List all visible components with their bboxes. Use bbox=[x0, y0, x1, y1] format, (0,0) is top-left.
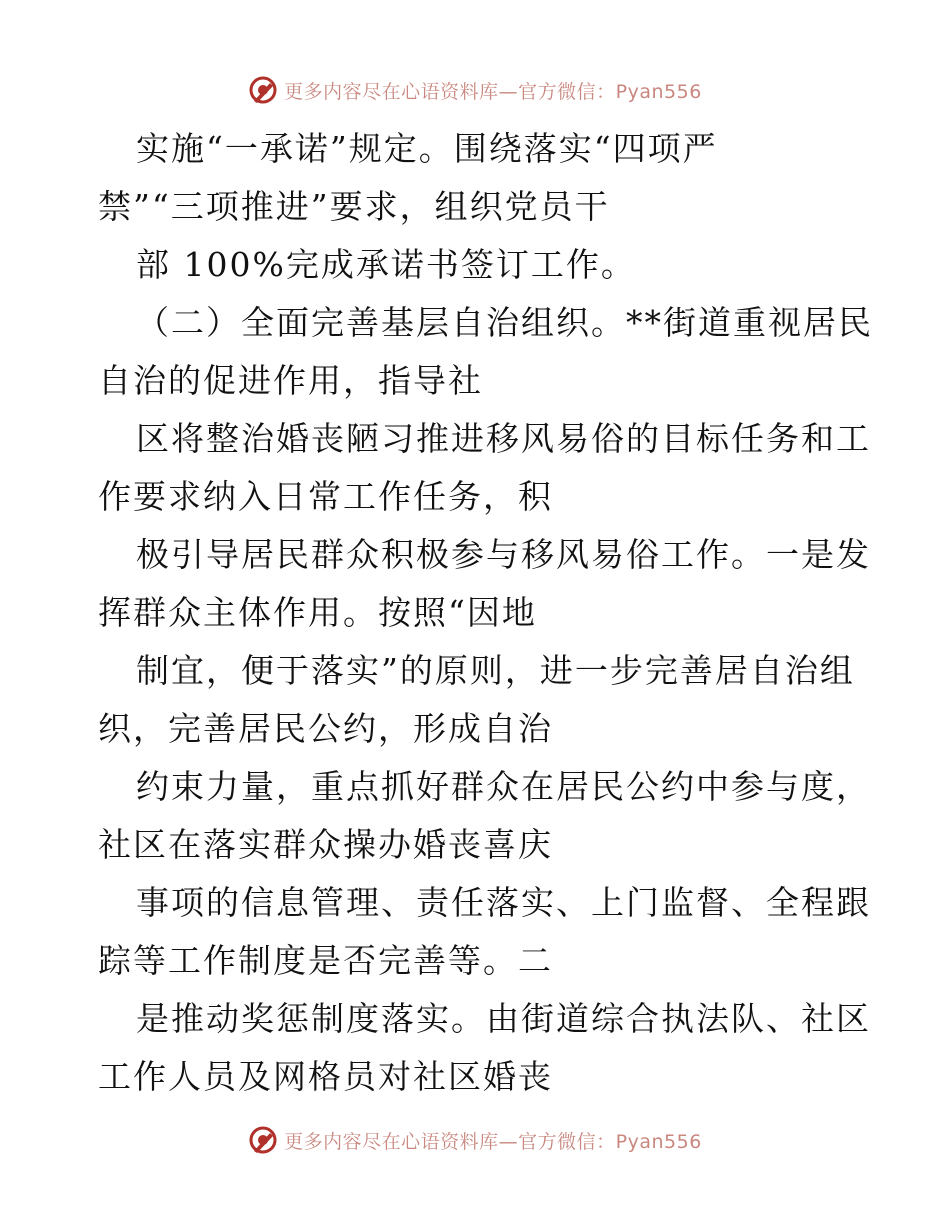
text-line: 社区在落实群众操办婚丧喜庆 bbox=[98, 825, 553, 864]
text-line: （二）全面完善基层自治组织。**街道重视居民 bbox=[136, 303, 873, 342]
document-body bbox=[98, 120, 873, 1106]
text-line: 是推动奖惩制度落实。由街道综合执法队、社区 bbox=[136, 999, 871, 1038]
text-line: 部 100%完成承诺书签订工作。 bbox=[136, 245, 636, 284]
text-line: 织，完善居民公约，形成自治 bbox=[98, 709, 553, 748]
pen-logo-icon bbox=[248, 75, 278, 105]
text-line: 事项的信息管理、责任落实、上门监督、全程跟 bbox=[136, 883, 871, 922]
text-line: 制宜，便于落实”的原则，进一步完善居自治组 bbox=[136, 651, 855, 690]
text-line: 踪等工作制度是否完善等。二 bbox=[98, 941, 553, 980]
header-watermark bbox=[0, 70, 950, 110]
text-line: 作要求纳入日常工作任务，积 bbox=[98, 477, 553, 516]
text-line: 约束力量，重点抓好群众在居民公约中参与度， bbox=[136, 767, 871, 806]
text-line: 禁”“三项推进”要求，组织党员干 bbox=[98, 187, 610, 226]
header-watermark-text: 更多内容尽在心语资料库—官方微信：Pyan556 bbox=[284, 80, 702, 103]
text-line: 极引导居民群众积极参与移风易俗工作。一是发 bbox=[136, 535, 871, 574]
footer-watermark-text: 更多内容尽在心语资料库—官方微信：Pyan556 bbox=[284, 1130, 702, 1153]
footer-watermark bbox=[0, 1120, 950, 1160]
text-line: 实施“一承诺”规定。围绕落实“四项严 bbox=[136, 129, 718, 168]
text-line: 工作人员及网格员对社区婚丧 bbox=[98, 1057, 553, 1096]
text-line: 挥群众主体作用。按照“因地 bbox=[98, 593, 537, 632]
text-line: 自治的促进作用，指导社 bbox=[98, 361, 483, 400]
text-line: 区将整治婚丧陋习推进移风易俗的目标任务和工 bbox=[136, 419, 871, 458]
pen-logo-icon bbox=[248, 1125, 278, 1155]
